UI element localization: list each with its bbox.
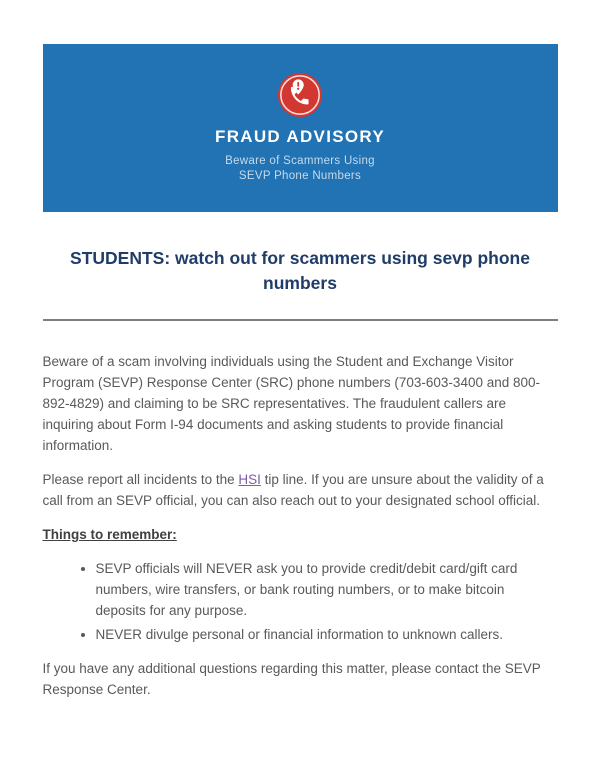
list-item: • SEVP officials will NEVER ask you to provide credit/debit card/gift card numbers, wire transfers, or bank routing numbers, or to make bitcoin deposits for any purpose. (96, 558, 558, 621)
document-content (43, 246, 558, 700)
banner-subtitle-line1: Beware of Scammers Using (225, 155, 375, 167)
report-paragraph (43, 469, 558, 511)
phone-alert-icon (277, 72, 323, 118)
banner-subtitle (225, 154, 375, 184)
things-to-remember-heading: Things to remember: (42, 527, 177, 542)
scam-description-paragraph: Beware of a scam involving individuals using the Student and Exchange Visitor Program (SEVP) Response Center (SRC) phone numbers (703-603-3400 and 800-892-4829) and claiming to be SRC representatives. The fraudulent callers are inquiring about Form I-94 documents and asking students to provide financial information. (42, 354, 541, 453)
title-divider (43, 319, 558, 321)
report-paragraph-text-before: Please report all incidents to the (42, 472, 239, 487)
list-item: • NEVER divulge personal or financial information to unknown callers. (96, 624, 558, 645)
banner-subtitle-line2: SEVP Phone Numbers (238, 170, 362, 182)
hsi-link[interactable]: HSI (238, 472, 261, 487)
remember-list (43, 558, 558, 645)
page-title: STUDENTS: watch out for scammers using sevp phone numbers (70, 248, 530, 293)
report-paragraph-text-after: tip line. If you are unsure about the validity of a call from an SEVP official, you can also reach out to your designated school official. (42, 472, 544, 508)
contact-paragraph: If you have any additional questions regarding this matter, please contact the SEVP Response Center. (42, 661, 541, 697)
fraud-advisory-banner (43, 44, 558, 212)
banner-title: FRAUD ADVISORY (215, 127, 385, 146)
